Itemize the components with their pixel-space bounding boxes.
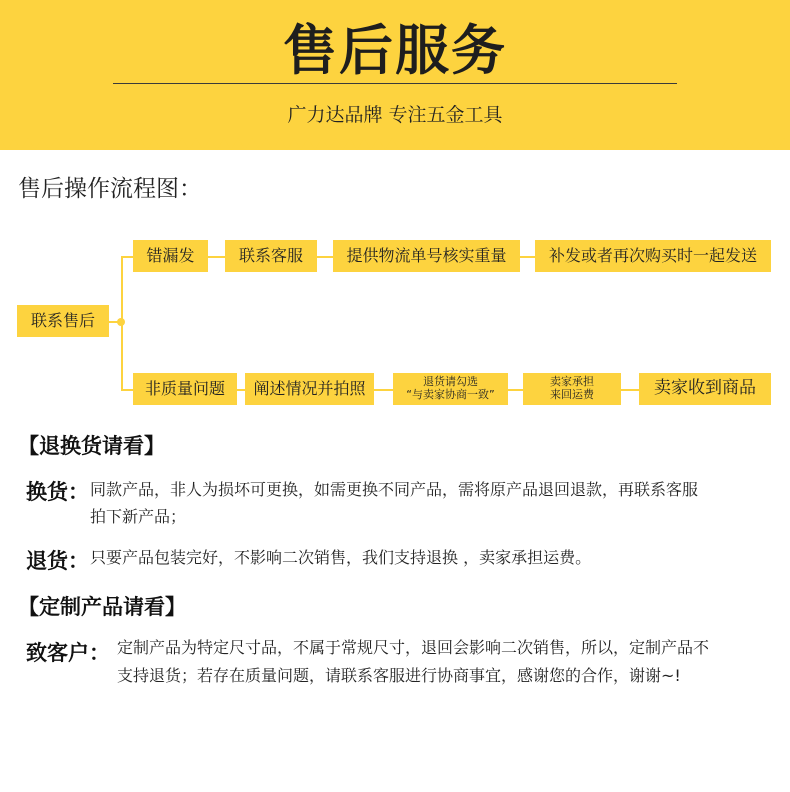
return-heading: 【退换货请看】 — [18, 434, 165, 458]
flow-box-describe-photo: 阐述情况并拍照 — [245, 373, 374, 405]
brand-slogan: 广力达品牌 专注五金工具 — [287, 104, 503, 126]
exchange-text-line2: 拍下新产品； — [90, 507, 187, 526]
page-title: 售后服务 — [283, 19, 507, 82]
custom-text-line1: 定制产品为特定尺寸品，不属于常规尺寸，退回会影响二次销售，所以，定制产品不 — [117, 638, 710, 657]
flow-box-seller-receives: 卖家收到商品 — [639, 373, 771, 405]
flow-box-contact-aftersales: 联系售后 — [17, 305, 109, 337]
flow-box-select-return — [393, 373, 508, 405]
custom-text-line2: 支持退货；若存在质量问题，请联系客服进行协商事宜，感谢您的合作，谢谢~! — [117, 666, 681, 685]
customer-label: 致客户： — [26, 641, 110, 665]
flowchart-label: 售后操作流程图： — [18, 176, 202, 202]
title-divider — [113, 83, 677, 84]
exchange-label: 换货： — [26, 480, 89, 504]
custom-heading: 【定制产品请看】 — [18, 595, 186, 619]
flow-box-seller-pays-shipping — [523, 373, 621, 405]
connector-vertical — [121, 256, 123, 390]
flow-box-seller-pays-line2: 来回运费 — [550, 388, 594, 401]
flow-box-contact-service: 联系客服 — [225, 240, 317, 272]
refund-text: 只要产品包装完好，不影响二次销售，我们支持退换 ，卖家承担运费。 — [90, 548, 592, 567]
exchange-text-line1: 同款产品，非人为损坏可更换，如需更换不同产品，需将原产品退回退款，再联系客服 — [90, 480, 699, 499]
refund-label: 退货： — [26, 549, 89, 573]
flow-box-seller-pays-line1: 卖家承担 — [550, 375, 594, 389]
flow-box-provide-tracking: 提供物流单号核实重量 — [333, 240, 520, 272]
flow-box-wrong-missing: 错漏发 — [133, 240, 208, 272]
flow-box-select-return-line2: “与卖家协商一致” — [406, 388, 495, 401]
flow-box-select-return-line1: 退货请勾选 — [423, 375, 478, 389]
flow-box-non-quality-issue: 非质量问题 — [133, 373, 237, 405]
banner-zigzag-edge — [0, 138, 790, 152]
flow-box-reship: 补发或者再次购买时一起发送 — [535, 240, 771, 272]
